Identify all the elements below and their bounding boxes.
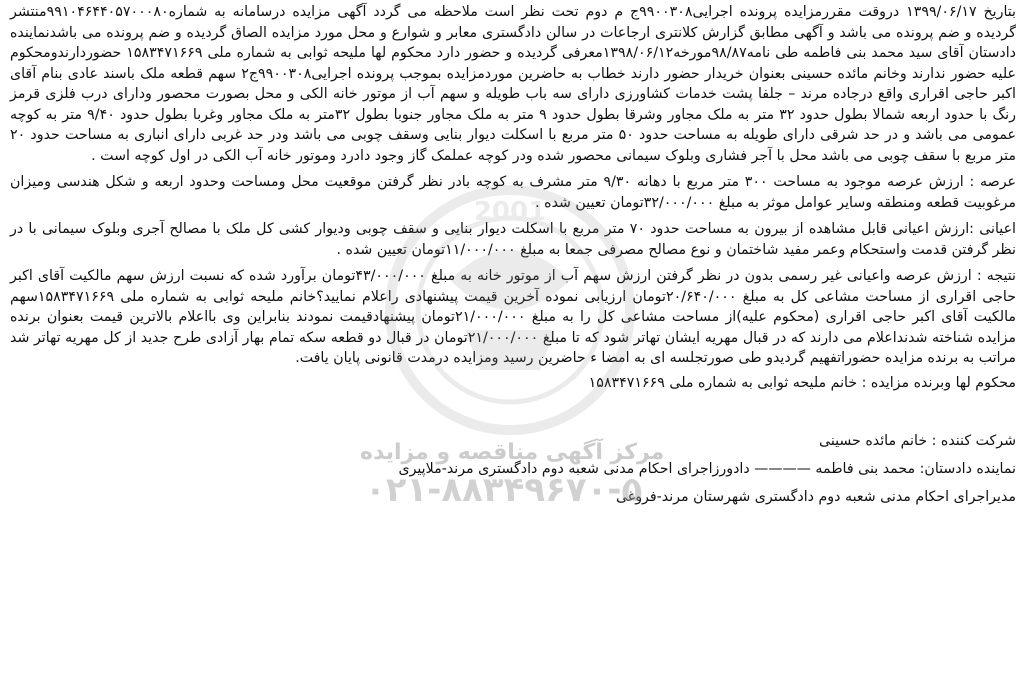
watermark-caption: مرکز آگهی مناقصه و مزایده: [360, 440, 665, 465]
building-valuation-paragraph: اعیانی :ارزش اعیانی قابل مشاهده از بیرون به مساحت حدود ۷۰ متر مربع با اسکلت دیوار بنایی و سقف چوبی ودیوار کشی کل ملک با مصالح آجری وبلوک سیمانی با در نظر گرفتن قدمت واستحکام وعمر مفید شاختمان و نوع مصالح مصرفی جمعا به مبلغ ۱۱/۰۰۰/۰۰۰تومان تعیین شده .: [10, 221, 1016, 258]
watermark-phone: ۰۲۱-۸۸۳۴۹۶۷۰-۵: [365, 470, 643, 510]
prosecutor-representative-signature: نماینده دادستان: محمد بنی فاطمه ———— دادورزاجرای احکام مدنی شعبه دوم دادگستری مرند-ملاپیری: [398, 461, 1016, 477]
land-valuation-paragraph: عرصه : ارزش عرصه موجود به مساحت ۳۰۰ متر مربع با دهانه ۹/۳۰ متر مشرف به کوچه بادر نظر گرفتن موقعیت محل ومساحت وحدود اربعه و شکل هندسی ومیزان مرغوبیت قطعه ومنطقه وسایر عوامل موثر به مبلغ ۳۲/۰۰۰/۰۰۰تومان تعیین شده .: [10, 174, 1017, 211]
auction-session-paragraph: بتاریخ ۱۳۹۹/۰۶/۱۷ درو‌قت مقررمزایده پرونده اجرایی۹۹۰۰۳۰۸ج م دوم تحت نظر است ملاحظه می گردد آگهی مزایده درسامانه به شماره۹۹۱۰۴۶۴۴۰۵۷۰۰۰۸۰منتشر گردیده و ضم پرونده می باشد و آگهی مطابق گزارش کلانتری ارجاعات در سالن دادگستری معابر و شوارع و محل مورد مزایده الصاق گردیده و ضم پرونده می باشدنماینده دادستان آقای سید محمد بنی فاطمه طی نامه۹۸/۸۷مورخه۱۳۹۸/۰۶/۱۲معرفی گردیده و حضور دارد محکوم لها ملیحه ثوابی به شماره ملی ۱۵۸۳۴۷۱۶۶۹ حضوردارندومحکوم علیه حضور ندارند وخانم مائده حسینی بعنوان خریدار حضور دارند خطاب به حاضرین موردمزایده بموجب پرونده اجرایی۹۹۰۰۳۰۸ج۲ سهم قطعه ملک باسند عادی بنام آقای اکبر حاجی اقراری واقع درجاده مرند – جلفا پشت خدمات کشاورزی دارای سه باب طویله و سهم آب از موتور خانه الکی و محل بصورت محصور ودارای درب فلزی قرمز رنگ با حدود اربعه شمالا بطول حدود ۳۲ متر به ملک مجاور وشرقا بطول حدود ۹ متر به ملک مجاور جنوبا بطول ۳۲متر به ملک مجاور وغربا بطول حدود ۹/۴۰ متر به کوچه عمومی می باشد و در حد شرقی دارای طویله به مساحت حدود ۵۰ متر مربع با اسکلت دیوار بنایی وسقف چوبی می باشد ودر حد غربی دارای انباری به مساحت حدود ۲۰ متر مربع با سقف چوبی می باشد محل با آجر فشاری وبلوک سیمانی محصور شده ودر کوچه عملمک گاز وجود دادرد وموتور خانه آب الکی در اول کوچه است .: [10, 4, 1016, 164]
winner-line: محکوم لها وبرنده مزایده : خانم ملیحه ثوابی به شماره ملی ۱۵۸۳۴۷۱۶۶۹: [588, 374, 1016, 391]
auction-result-paragraph: نتیجه : ارزش عرصه واعیانی غیر رسمی بدون در نظر گرفتن ارزش سهم آب از موتور خانه به مبلغ ۴۳/۰۰۰/۰۰۰تومان برآورد شده که نسبت ارزش سهم مالکیت آقای اکبر حاجی اقراری از مساحت مشاعی کل به مبلغ ۲۰/۶۴۰/۰۰۰تومان ارزیابی نموده آخرین قیمت پیشنهادی راعلام نمایید؟خانم ملیحه ثوابی به شماره ملی ۱۵۸۳۴۷۱۶۶۹سهم مالکیت آقای اکبر حاجی اقراری (محکوم علیه)از مساحت مشاعی کل را به مبلغ ۲۱/۰۰۰/۰۰۰تومان پیشنهادقیمت نمودند بنابراین وی بااعلام بالاترین قیمت بعنوان برنده مزایده شناخته شدنداعلام می دارند که در قبال مهریه ایشان تهاتر شود که تا مبلغ ۲۱/۰۰۰/۰۰۰تومان در قبال دو قطعه سکه تمام بهار آزادی طرح جدید از کل مهریه تهاتر شد مراتب به برنده مزایده حضوراتفهیم گردیدو طی صورتجلسه ای به امضا ء حاضرین رسید ومزایده درمدت قانونی پایان یافت.: [10, 268, 1016, 366]
director-signature: مدیراجرای احکام مدنی شعبه دوم دادگستری شهرستان مرند-فروغی: [615, 489, 1016, 505]
watermark-year: 2001: [473, 197, 547, 227]
participant-signature: شرکت کننده : خانم مائده حسینی: [819, 433, 1016, 449]
